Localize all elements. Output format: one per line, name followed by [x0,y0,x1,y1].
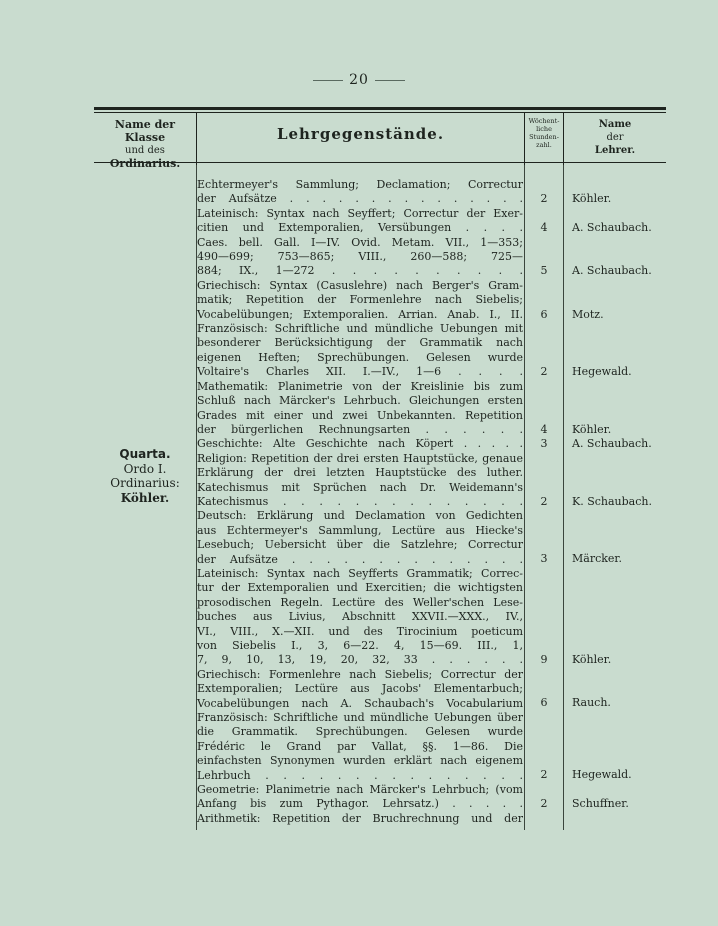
hours-cell: 2 [540,768,548,782]
header-subjects-column: Lehrgegenstände. [276,125,445,143]
class-ordo: Ordo I. [123,461,167,476]
hours-cell: 2 [540,797,548,811]
text-line: 884; IX., 1—272 . . . . . . . . . . [197,264,523,278]
text-line: der Aufsätze . . . . . . . . . . . . . . [197,552,523,566]
teacher-cell: Köhler. [572,422,612,436]
text-line: eigenen Heften; Sprechübungen. Gelesen wurde [197,350,523,364]
text-line: einfachsten Synonymen wurden erklärt nach eigenem [197,754,523,768]
header-teacher-line1: Name [598,119,632,130]
header-class-line2: und des [125,145,165,156]
text-line: Echtermeyer's Sammlung; Declamation; Correctur [197,178,523,191]
teacher-cell: Köhler. [572,653,612,667]
text-line: tur der Extemporalien und Exercitien; die wichtigsten [197,581,523,595]
hours-cell: 2 [540,494,548,508]
text-line: Schluß nach Märcker's Lehrbuch. Gleichungen ersten [197,394,523,408]
text-line: prosodischen Regeln. Lectüre des Weller'schen Lese- [197,595,523,609]
class-name: Quarta. [119,447,171,461]
subjects-text [197,178,523,826]
hours-cell: 4 [540,422,548,436]
text-line: Griechisch: Syntax (Casuslehre) nach Berger's Gram- [197,278,523,292]
text-line: Anfang bis zum Pythagor. Lehrsatz.) . . . . . [197,797,523,811]
teacher-cell: Schuffner. [572,797,629,811]
ordinarius-name: Köhler. [120,490,170,505]
text-line: Arithmetik: Repetition der Bruchrechnung und der [197,811,523,825]
text-line: 490—699; 753—865; VIII., 260—588; 725— [197,250,523,264]
text-line: Erklärung der drei letzten Hauptstücke des luther. [197,466,523,480]
hours-cell: 4 [540,221,548,235]
text-line: Frédéric le Grand par Vallat, §§. 1—86. Die [197,739,523,753]
text-line: Lehrbuch . . . . . . . . . . . . . . . [197,768,523,782]
hours-cell: 3 [540,552,548,566]
teacher-cell: Märcker. [572,552,622,566]
teacher-cell: Hegewald. [572,365,632,379]
table-top-rule-thin [94,112,666,113]
hours-cell: 2 [540,365,548,379]
teacher-cell: A. Schaubach. [572,264,652,278]
hours-cell: 3 [540,437,548,451]
hours-cell: 6 [540,307,548,321]
decorative-dash-left [313,80,343,81]
text-line: Caes. bell. Gall. I—IV. Ovid. Metam. VII., 1—353; [197,235,523,249]
teacher-cell: A. Schaubach. [572,437,652,451]
text-line: der Aufsätze . . . . . . . . . . . . . . . [197,192,523,206]
decorative-dash-right [375,80,405,81]
ordinarius-label: Ordinarius: [110,476,180,490]
hours-cell: 9 [540,653,548,667]
header-class-line3: Ordinarius. [109,157,181,170]
text-line: Vocabelübungen nach A. Schaubach's Vocabularium [197,696,523,710]
text-line: matik; Repetition der Formenlehre nach Siebelis; [197,293,523,307]
column-divider-body [563,165,564,830]
text-line: Religion: Repetition der drei ersten Hauptstücke, genaue [197,451,523,465]
header-teacher-line3: Lehrer. [594,145,636,156]
text-line: Lateinisch: Syntax nach Seyfferts Grammatik; Correc- [197,566,523,580]
text-line: Griechisch: Formenlehre nach Siebelis; Correctur der [197,667,523,681]
text-line: die Grammatik. Sprechübungen. Gelesen wurde [197,725,523,739]
teacher-cell: Hegewald. [572,768,632,782]
header-teacher-column [564,118,666,157]
header-class-column [94,118,196,170]
text-line: Französisch: Schriftliche und mündliche Uebungen über [197,711,523,725]
teacher-cell: A. Schaubach. [572,221,652,235]
header-hours-line4: zahl. [536,141,552,149]
text-line: Französisch: Schriftliche und mündliche Uebungen mit [197,322,523,336]
teacher-cell: K. Schaubach. [572,494,652,508]
page-number [0,72,718,88]
table-top-rule [94,107,666,110]
text-line: Extemporalien; Lectüre aus Jacobs' Elementarbuch; [197,682,523,696]
hours-cell: 2 [540,192,548,206]
teacher-cell: Motz. [572,307,604,321]
header-hours-column [525,117,563,149]
header-hours-line2: liche [536,125,552,133]
hours-cell: 6 [540,696,548,710]
text-line: Lateinisch: Syntax nach Seyffert; Correctur der Exer- [197,206,523,220]
text-line: Geschichte: Alte Geschichte nach Köpert . . . . . [197,437,523,451]
page-number-text: 20 [349,72,369,88]
text-line: Grades mit einer und zwei Unbekannten. Repetition [197,408,523,422]
text-line: von Siebelis I., 3, 6—22. 4, 15—69. III., 1, [197,639,523,652]
teacher-cell: Rauch. [572,696,611,710]
text-line: 7, 9, 10, 13, 19, 20, 32, 33 . . . . . . [197,653,523,667]
header-hours-line3: Stunden- [529,133,559,141]
header-teacher-line2: der [606,132,624,143]
header-class-line1: Name der Klasse [114,118,176,144]
text-line: VI., VIII., X.—XII. und des Tirocinium poeticum [197,624,523,638]
text-line: besonderer Berücksichtigung der Grammatik nach [197,336,523,350]
text-line: aus Echtermeyer's Sammlung, Lectüre aus Hiecke's [197,523,523,537]
class-info [94,447,196,505]
text-line: der bürgerlichen Rechnungsarten . . . . . . [197,422,523,436]
teacher-cell: Köhler. [572,192,612,206]
text-line: citien und Extemporalien, Versübungen . . . . [197,221,523,235]
text-line: Katechismus . . . . . . . . . . . . . . [197,494,523,508]
column-divider [196,113,197,169]
text-line: Deutsch: Erklärung und Declamation von Gedichten [197,509,523,523]
text-line: Vocabelübungen; Extemporalien. Arrian. Anab. I., II. [197,307,523,321]
hours-cell: 5 [540,264,548,278]
text-line: Geometrie: Planimetrie nach Märcker's Lehrbuch; (vom [197,783,523,797]
header-hours-line1: Wöchent- [528,117,560,125]
text-line: Katechismus mit Sprüchen nach Dr. Weidemann's [197,480,523,494]
text-line: Mathematik: Planimetrie von der Kreislinie bis zum [197,379,523,393]
text-line: buches aus Livius, Abschnitt XXVII.—XXX., IV., [197,610,523,624]
text-line: Voltaire's Charles XII. I.—IV., 1—6 . . . . [197,365,523,379]
text-line: Lesebuch; Uebersicht über die Satzlehre; Correctur [197,538,523,552]
